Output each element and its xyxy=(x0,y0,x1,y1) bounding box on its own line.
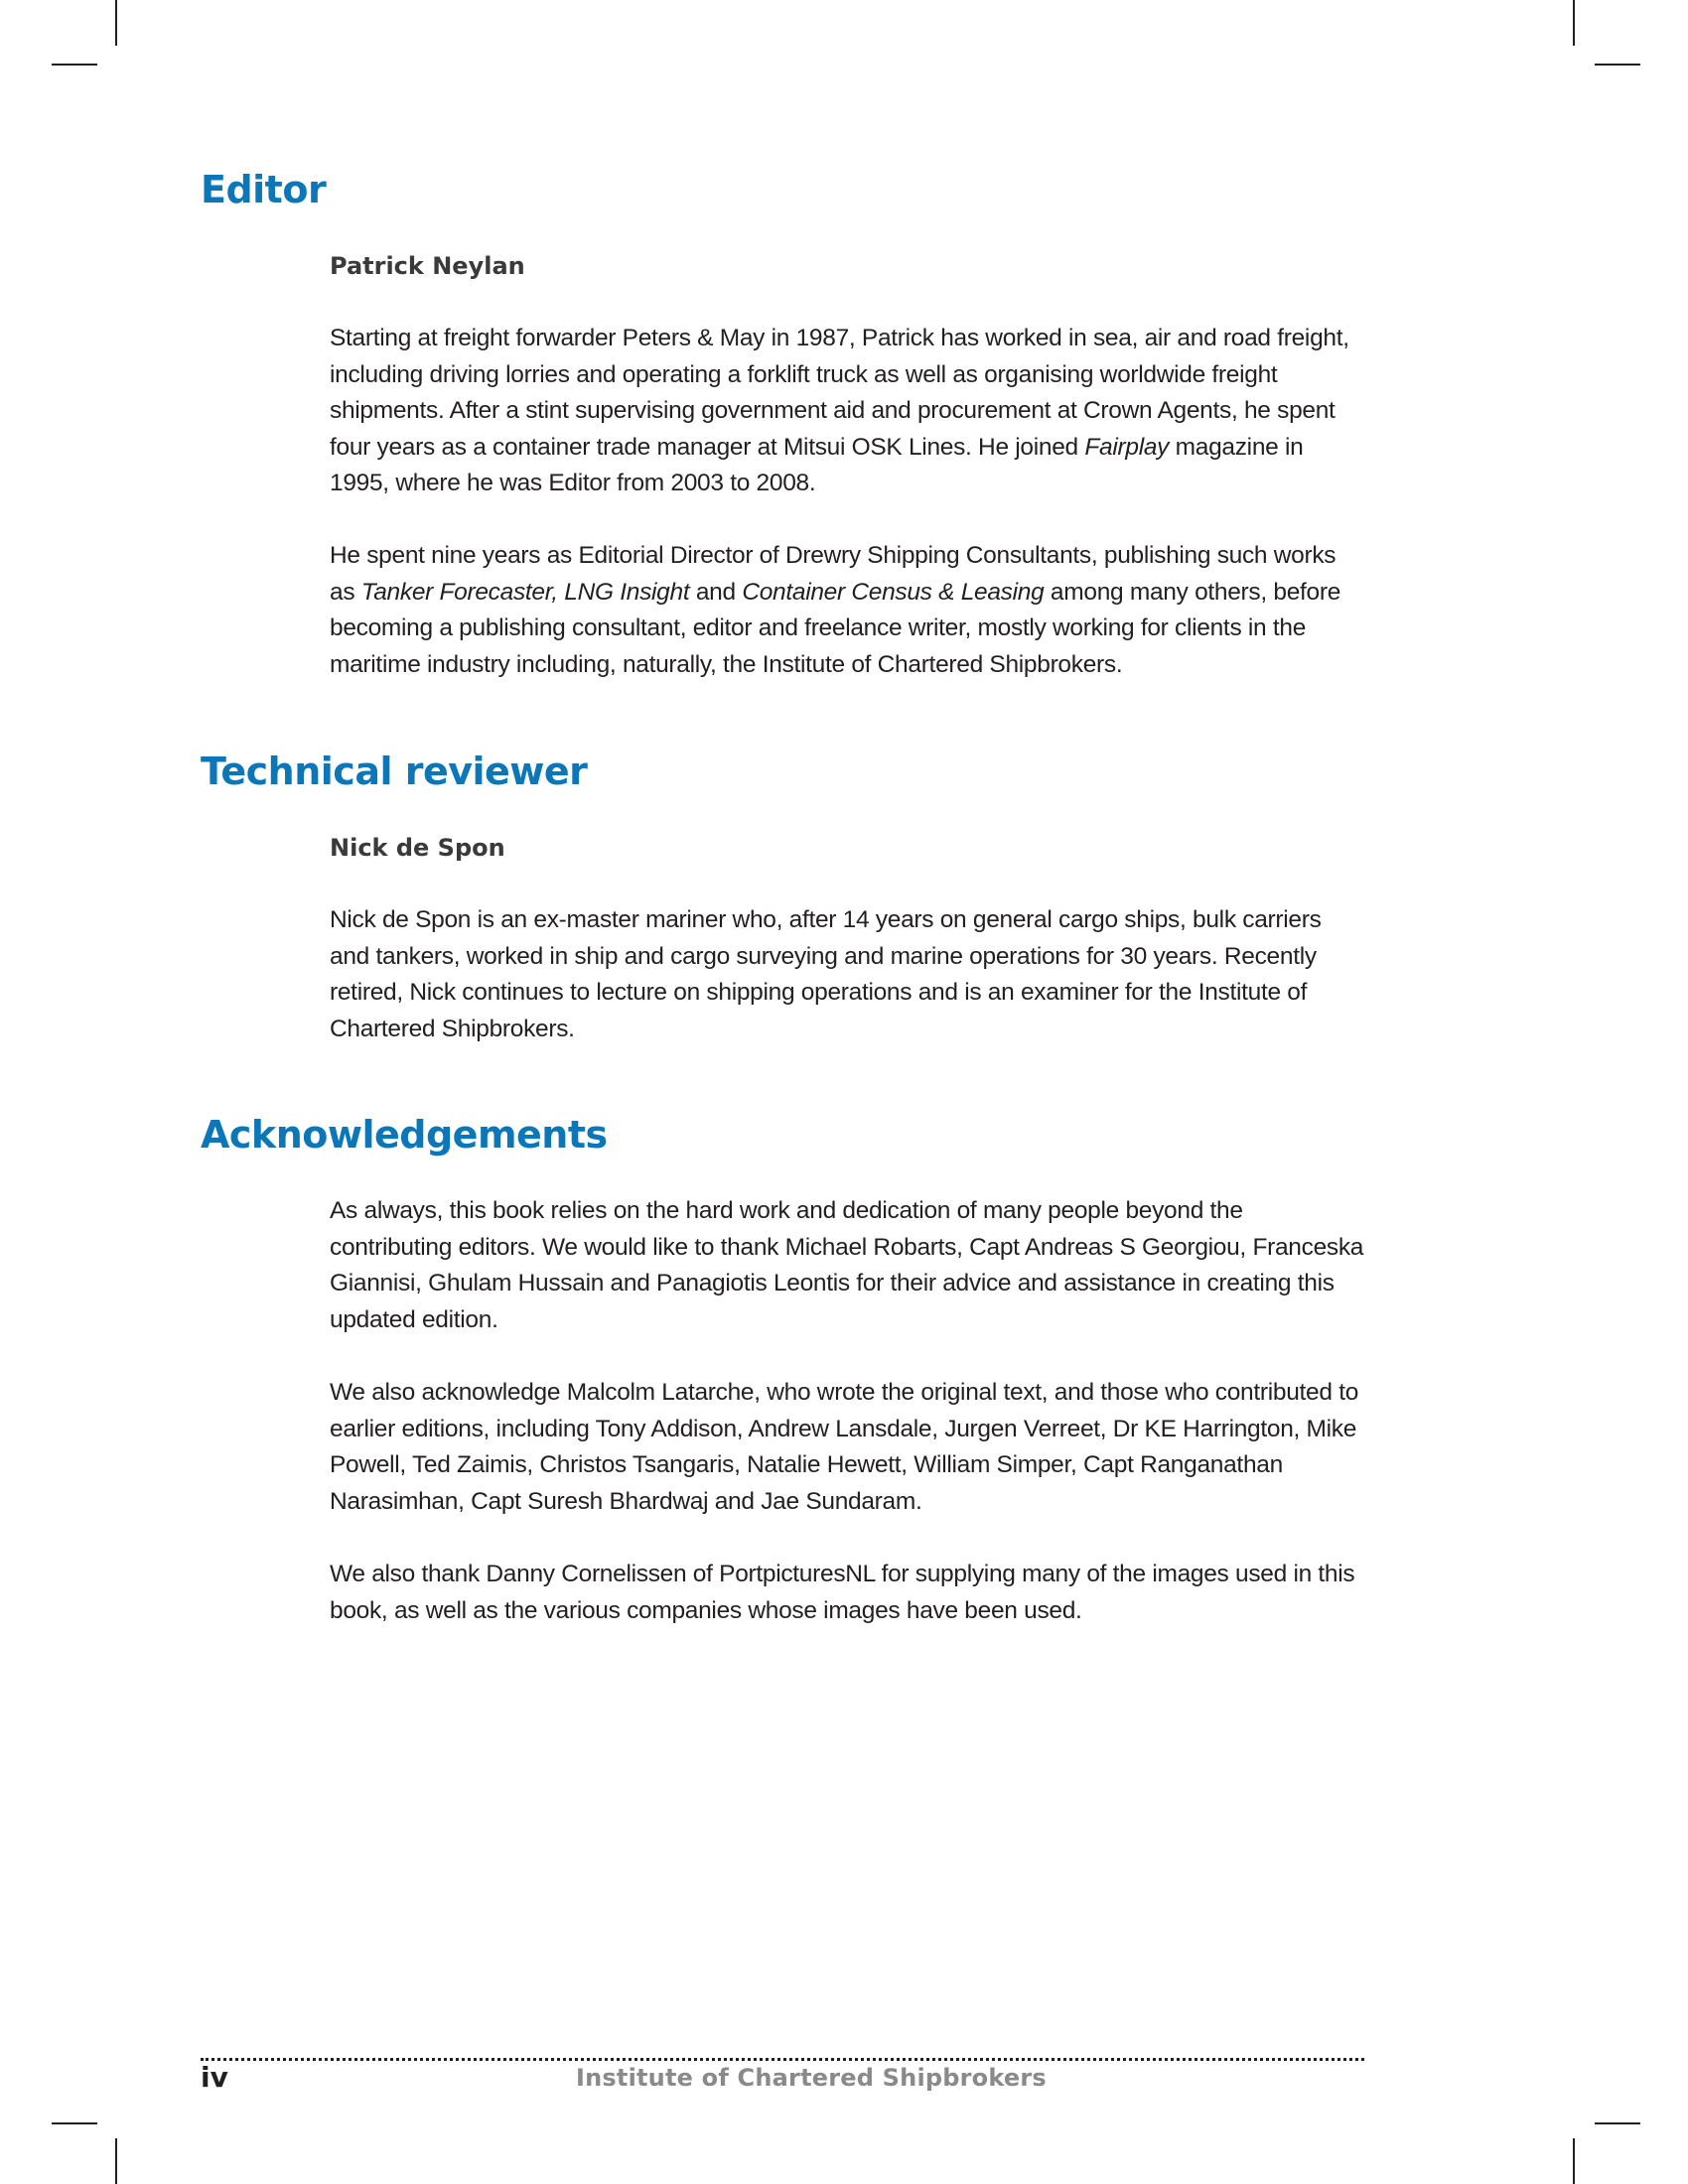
crop-mark xyxy=(115,2138,117,2184)
crop-mark xyxy=(52,2122,97,2124)
editor-name: Patrick Neylan xyxy=(330,252,525,280)
editor-paragraph-1: Starting at freight forwarder Peters & May in 1987, Patrick has worked in sea, air and road freight, including driving lorries and operating a forklift truck as well as organising worldwide freight shipments. After a stint supervising government aid and procurement at Crown Agents, he spent four years as a container trade manager at Mitsui OSK Lines. He joined Fairplay magazine in 1995, where he was Editor from 2003 to 2008. xyxy=(330,325,1349,496)
reviewer-paragraph: Nick de Spon is an ex-master mariner who, after 14 years on general cargo ships, bulk carriers and tankers, worked in ship and cargo surveying and marine operations for 30 years. Recently retired, Nick continues to lecture on shipping operations and is an examiner for the Institute of Chartered Shipbrokers. xyxy=(330,906,1322,1042)
crop-mark xyxy=(1595,2122,1640,2124)
reviewer-heading: Technical reviewer xyxy=(201,750,588,793)
crop-mark xyxy=(115,0,117,46)
acknowledgements-paragraph-3: We also thank Danny Cornelissen of PortpicturesNL for supplying many of the images used in this book, as well as the various companies whose images have been used. xyxy=(330,1561,1355,1624)
footer-title: Institute of Chartered Shipbrokers xyxy=(576,2064,1047,2092)
acknowledgements-paragraph-2: We also acknowledge Malcolm Latarche, who wrote the original text, and those who contributed to earlier editions, including Tony Addison, Andrew Lansdale, Jurgen Verreet, Dr KE Harrington, Mike Powell, Ted Zaimis, Christos Tsangaris, Natalie Hewett, William Simper, Capt Ranganathan Narasimhan, Capt Suresh Bhardwaj and Jae Sundaram. xyxy=(330,1379,1359,1515)
crop-mark xyxy=(1573,0,1575,46)
footer-divider xyxy=(201,2058,1364,2061)
editor-heading: Editor xyxy=(201,168,327,211)
acknowledgements-paragraph-1: As always, this book relies on the hard work and dedication of many people beyond the contributing editors. We would like to thank Michael Robarts, Capt Andreas S Georgiou, Franceska Giannisi, Ghulam Hussain and Panagiotis Leontis for their advice and assistance in creating this updated edition. xyxy=(330,1197,1364,1333)
crop-mark xyxy=(1573,2138,1575,2184)
editor-paragraph-2: He spent nine years as Editorial Director of Drewry Shipping Consultants, publishing such works as Tanker Forecaster, LNG Insight and Container Census & Leasing among many others, before becoming a publishing consultant, editor and freelance writer, mostly working for clients in the maritime industry including, naturally, the Institute of Chartered Shipbrokers. xyxy=(330,542,1341,678)
acknowledgements-heading: Acknowledgements xyxy=(201,1113,608,1157)
page-number: iv xyxy=(201,2061,228,2094)
crop-mark xyxy=(1595,64,1640,66)
crop-mark xyxy=(52,64,97,66)
reviewer-name: Nick de Spon xyxy=(330,834,505,862)
